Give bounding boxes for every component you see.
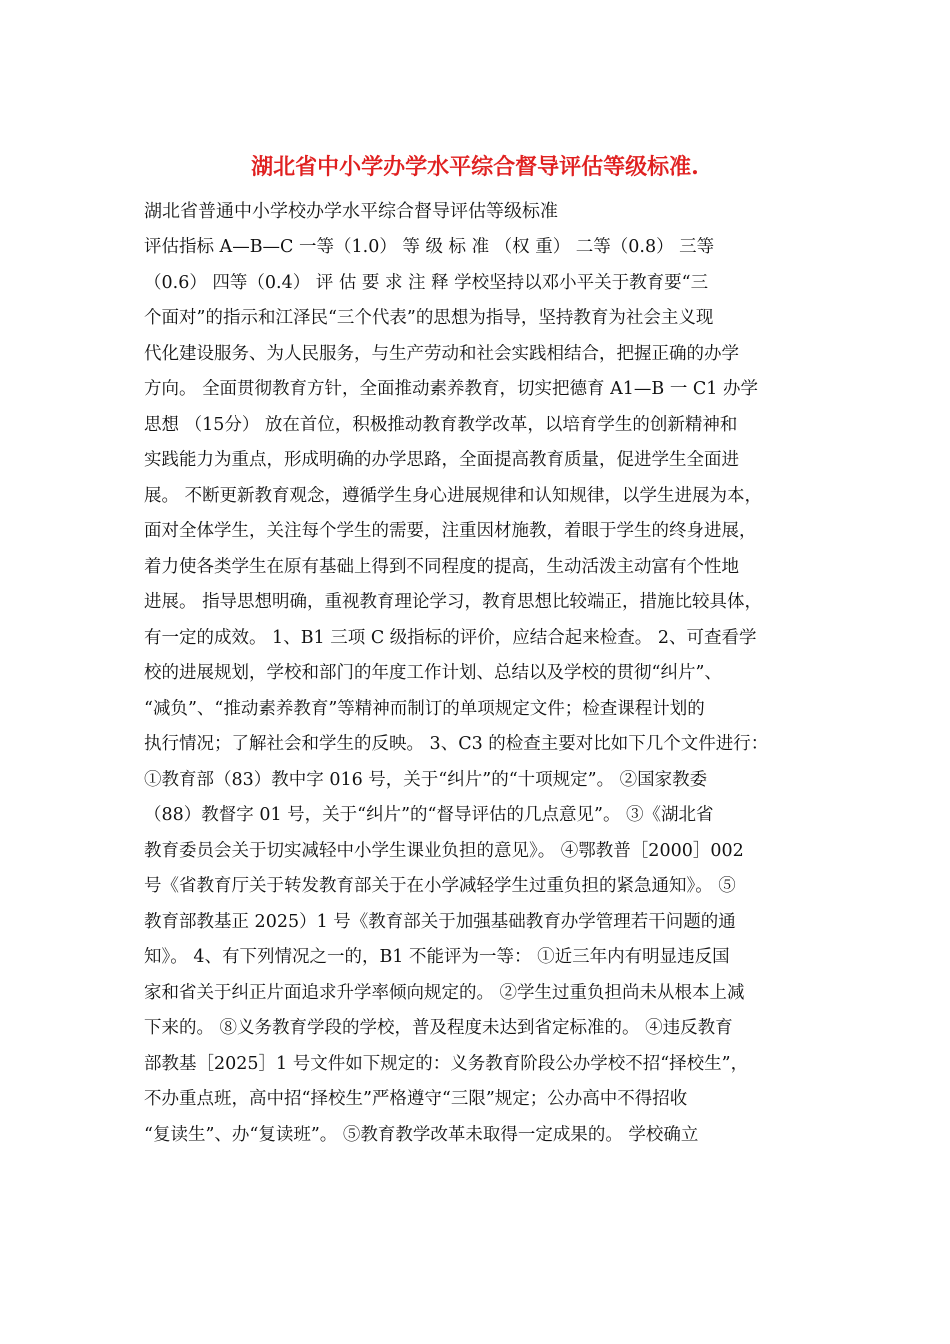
body-line: （88）教督字 01 号，关于“纠片”的“督导评估的几点意见”。 ③《湖北省: [144, 805, 714, 825]
body-line: 进展。 指导思想明确，重视教育理论学习，教育思想比较端正，措施比较具体，: [144, 592, 763, 612]
body-line: 教育委员会关于切实减轻中小学生课业负担的意见》。 ④鄂教普［2000］002: [144, 840, 744, 861]
body-line: （0.6） 四等（0.4） 评 估 要 求 注 释 学校坚持以邓小平关于教育要“三: [144, 272, 709, 293]
body-line: 面对全体学生，关注每个学生的需要，注重因材施教，着眼于学生的终身进展，: [144, 521, 757, 541]
document-subtitle: 湖北省普通中小学校办学水平综合督导评估等级标准: [144, 201, 558, 222]
body-line: 评估指标 A—B—C 一等（1.0） 等 级 标 准 （权 重） 二等（0.8） 三等: [144, 237, 715, 257]
body-line: 思想 （15分） 放在首位，积极推动教育教学改革，以培育学生的创新精神和: [144, 414, 738, 435]
body-line: 个面对”的指示和江泽民“三个代表”的思想为指导，坚持教育为社会主义现: [144, 308, 714, 328]
body-line: “复读生”、办“复读班”。 ⑤教育教学改革未取得一定成果的。 学校确立: [144, 1124, 699, 1145]
document-title: 湖北省中小学办学水平综合督导评估等级标准.: [251, 154, 699, 180]
body-line: ①教育部（83）教中字 016 号，关于“纠片”的“十项规定”。 ②国家教委: [144, 769, 708, 790]
body-line: 执行情况；了解社会和学生的反映。 3、C3 的检查主要对比如下几个文件进行：: [144, 734, 769, 754]
body-line: 着力使各类学生在原有基础上得到不同程度的提高，生动活泼主动富有个性地: [144, 556, 739, 577]
body-line: 知》。 4、有下列情况之一的，B1 不能评为一等： ①近三年内有明显违反国: [144, 947, 730, 967]
body-line: 家和省关于纠正片面追求升学率倾向规定的。 ②学生过重负担尚未从根本上减: [144, 982, 745, 1003]
body-line: 实践能力为重点，形成明确的办学思路，全面提高教育质量，促进学生全面进: [144, 450, 739, 470]
body-line: 校的进展规划，学校和部门的年度工作计划、总结以及学校的贯彻“纠片”、: [144, 663, 722, 683]
body-line: “减负”、“推动素养教育”等精神而制订的单项规定文件；检查课程计划的: [144, 698, 705, 719]
body-line: 不办重点班，高中招“择校生”严格遵守“三限”规定；公办高中不得招收: [144, 1089, 688, 1109]
body-line: 教育部教基正 2025）1 号《教育部关于加强基础教育办学管理若干问题的通: [144, 911, 736, 932]
body-line: 下来的。 ⑧义务教育学段的学校，普及程度未达到省定标准的。 ④违反教育: [144, 1018, 733, 1038]
body-line: 有一定的成效。 1、B1 三项 C 级指标的评价，应结合起来检查。 2、可查看学: [144, 627, 757, 648]
body-line: 方向。 全面贯彻教育方针，全面推动素养教育，切实把德育 A1—B 一 C1 办学: [144, 379, 758, 399]
body-line: 展。 不断更新教育观念，遵循学生身心进展规律和认知规律，以学生进展为本，: [144, 485, 763, 506]
body-line: 代化建设服务、为人民服务，与生产劳动和社会实践相结合，把握正确的办学: [144, 343, 739, 364]
document-body: [144, 230, 814, 1153]
body-line: 部教基［2025］1 号文件如下规定的：义务教育阶段公办学校不招“择校生”，: [144, 1053, 749, 1074]
body-line: 号《省教育厅关于转发教育部关于在小学减轻学生过重负担的紧急通知》。 ⑤: [144, 876, 736, 896]
